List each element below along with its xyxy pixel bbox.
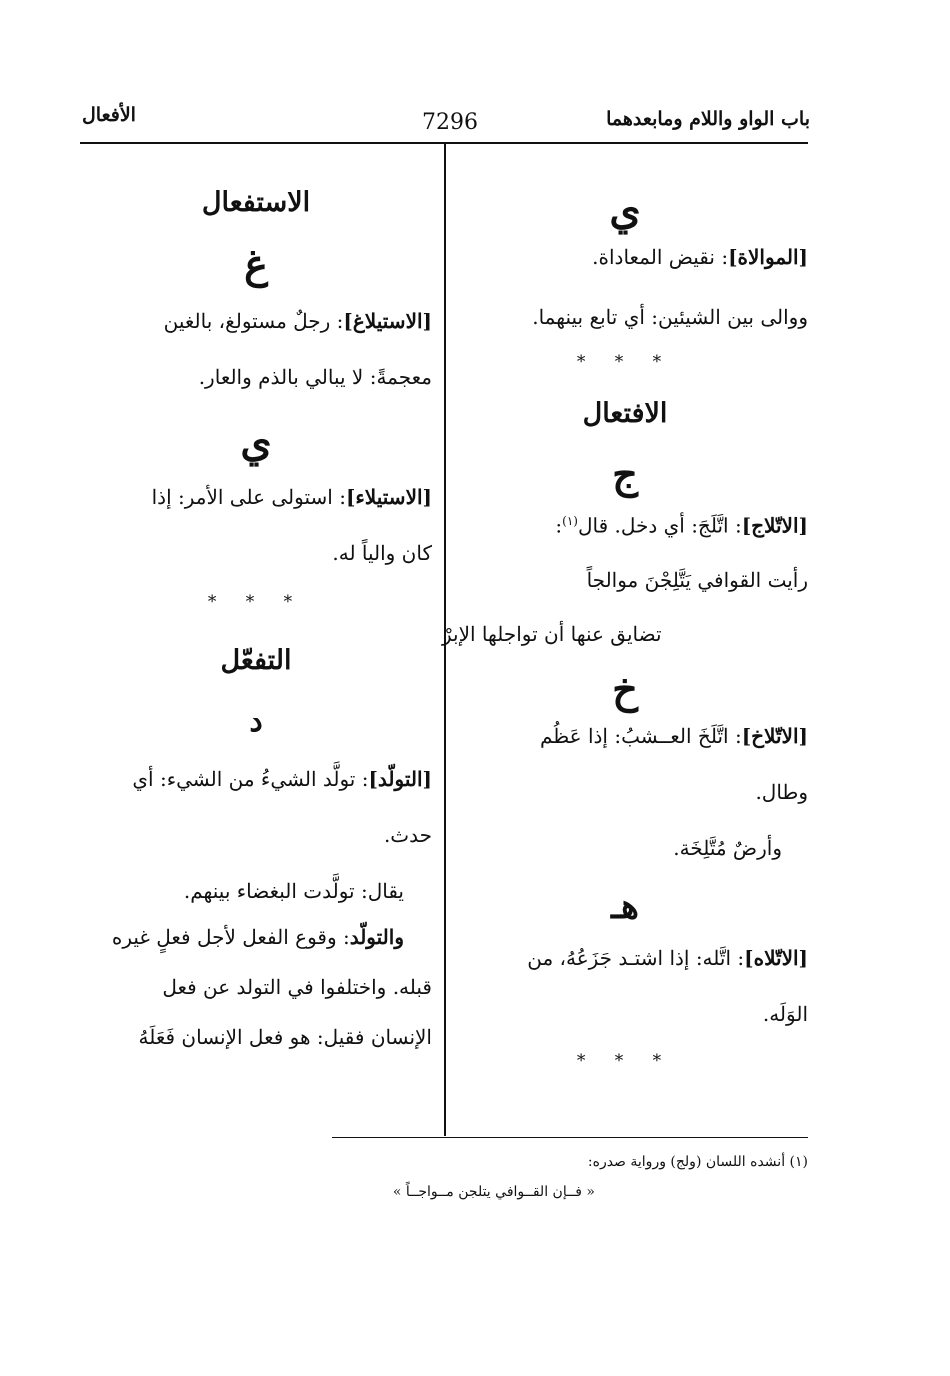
entry-istilagh	[80, 304, 432, 338]
right-column	[442, 150, 808, 1073]
section-heading-istifal: الاستفعال	[201, 187, 311, 218]
entry-definition: : اتَّلَخَ العــشبُ: إذا عَظُم	[539, 723, 742, 748]
entry-term: [الاستيلاغ]	[343, 309, 432, 333]
entry-term: [الموالاة]	[728, 245, 808, 269]
footnote-marker: (١)	[562, 514, 578, 528]
entry-term: [الاستيلاء]	[345, 485, 432, 509]
entry-definition: : وقوع الفعل لأجل فعلٍ غيره	[111, 925, 350, 949]
entry-continuation: الإنسان فقيل: هو فعل الإنسان فَعَلَهُ	[138, 1025, 432, 1049]
footnote-line-1: (١) أنشده اللسان (ولج) ورواية صدره:	[587, 1154, 808, 1170]
section-heading-tafaul: التفعّل	[220, 645, 292, 676]
entry-ittilaj	[442, 504, 808, 543]
letter-heading-jim: ج	[612, 451, 638, 498]
section-heading-iftial: الافتعال	[582, 398, 668, 429]
page-number: 7296	[422, 110, 478, 135]
footnote-line-2: « فــإن القــوافي يتلجن مــواجــاً »	[392, 1184, 595, 1200]
entry-text: يقال: تولَّدت البغضاء بينهم.	[183, 879, 404, 903]
entry-continuation: حدث.	[383, 823, 432, 847]
section-separator: * * *	[576, 1050, 674, 1071]
entry-tawallud	[80, 762, 432, 796]
entry-definition: : نقيض المعاداة.	[592, 245, 729, 269]
entry-tawallud-def	[80, 920, 432, 954]
entry-punct: :	[555, 513, 563, 538]
entry-ittilah	[442, 941, 808, 975]
entry-text: ووالى بين الشيئين: أي تابع بينهما.	[532, 305, 808, 329]
verse-line-1: رأيت القوافي يَتَّلِجْنَ موالجاً	[586, 567, 808, 592]
verse-line-2: تضايق عنها أن تواجلها الإبرْ	[442, 621, 662, 646]
entry-continuation: الوَلَه.	[762, 1001, 808, 1026]
section-title: الأفعال	[82, 104, 136, 126]
entry-definition: : اتَّلَجَ: أي دخل. قال	[577, 513, 742, 538]
letter-heading-ha: هـ	[611, 886, 639, 927]
section-separator: * * *	[576, 352, 674, 372]
entry-continuation: قبله. واختلفوا في التولد عن فعل	[162, 975, 432, 999]
entry-istila	[80, 480, 432, 514]
entry-term: والتولّد	[349, 925, 404, 949]
letter-heading-kha: خ	[612, 665, 638, 713]
entry-term: [الاتّلاه]	[744, 945, 808, 970]
entry-continuation: كان والياً له.	[332, 541, 432, 565]
footnote-rule	[332, 1137, 808, 1138]
letter-heading-ghain: غ	[244, 241, 268, 288]
chapter-title: باب الواو واللام ومابعدهما	[606, 108, 810, 130]
letter-heading-ya: ي	[240, 419, 272, 466]
entry-term: [الاتّلاخ]	[741, 723, 808, 748]
letter-heading-ya: ي	[609, 187, 641, 234]
entry-term: [الاتّلاج]	[741, 513, 808, 538]
entry-continuation: وطال.	[755, 779, 808, 804]
entry-definition: : رجلٌ مستولغ، بالغين	[163, 309, 344, 333]
entry-ittilakh	[442, 719, 808, 753]
section-separator: * * *	[207, 592, 305, 612]
entry-term: [التولّد]	[368, 767, 432, 791]
letter-heading-dal: د	[249, 704, 263, 739]
entry-definition: : استولى على الأمر: إذا	[151, 485, 346, 509]
entry-muwalat	[442, 240, 808, 274]
entry-continuation: معجمةً: لا يبالي بالذم والعار.	[198, 365, 432, 389]
left-column	[80, 150, 432, 1054]
entry-text: وأرضٌ مُتَّلِخَة.	[673, 835, 782, 860]
entry-definition: : اتَّله: إذا اشتـد جَزَعُهُ، من	[527, 945, 745, 970]
entry-definition: : تولَّد الشيءُ من الشيء: أي	[132, 767, 369, 791]
